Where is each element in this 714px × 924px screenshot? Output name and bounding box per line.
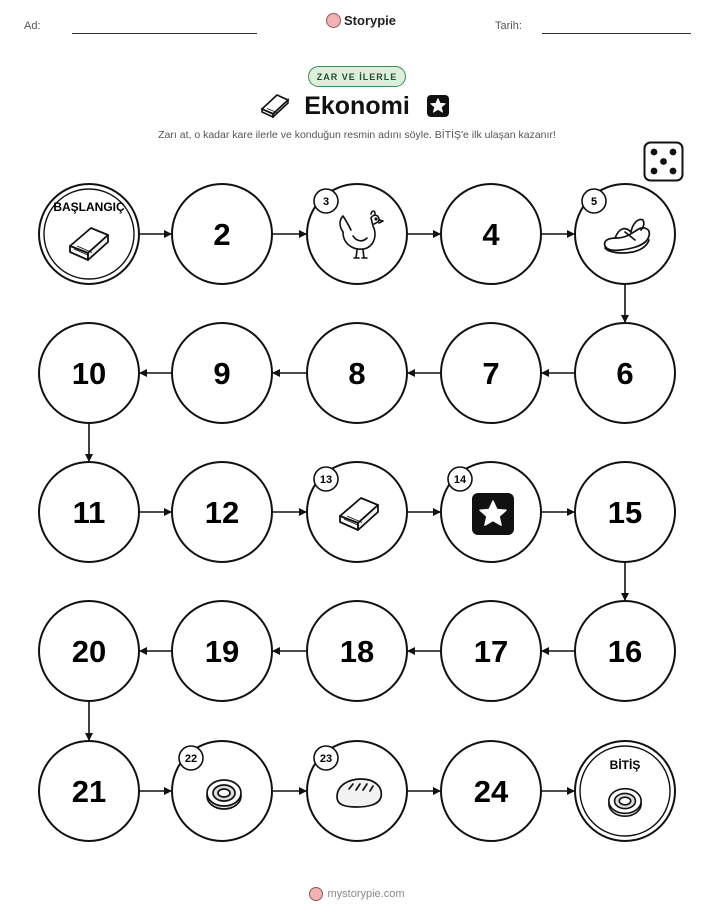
cell-number: 16 [607, 634, 643, 669]
cell-number: 5 [590, 196, 598, 208]
cell-number: 4 [482, 217, 500, 252]
board-cell-7[interactable] [441, 323, 541, 423]
brand-name: Storypie [344, 13, 397, 28]
instructions: Zarı at, o kadar kare ilerle ve konduğun resmin adını söyle. BİTİŞ'e ilk ulaşan kazanır! [158, 129, 556, 141]
board-cell-9[interactable] [172, 323, 272, 423]
footer [0, 887, 714, 901]
board-cell-22[interactable] [172, 741, 272, 841]
board-cell-25[interactable] [575, 741, 675, 841]
board-cell-8[interactable] [307, 323, 407, 423]
cell-number: 18 [339, 634, 375, 669]
board-cell-5[interactable] [575, 184, 675, 284]
board-cell-14[interactable] [441, 462, 541, 562]
star-icon [472, 493, 514, 535]
board-cell-19[interactable] [172, 601, 272, 701]
board-cell-24[interactable] [441, 741, 541, 841]
start-label: BAŞLANGIÇ [53, 200, 125, 214]
board-cell-1[interactable] [39, 184, 139, 284]
cell-number: 12 [204, 495, 240, 530]
cell-number: 7 [482, 356, 500, 391]
board-cell-16[interactable] [575, 601, 675, 701]
board-cell-23[interactable] [307, 741, 407, 841]
cell-number: 9 [213, 356, 231, 391]
cell-number: 19 [204, 634, 240, 669]
pig-icon [309, 887, 323, 901]
cell-number: 10 [71, 356, 107, 391]
board-cell-20[interactable] [39, 601, 139, 701]
game-type-badge: ZAR VE İLERLE [308, 66, 406, 87]
board-cell-13[interactable] [307, 462, 407, 562]
cell-number: 3 [322, 196, 330, 208]
board-cell-17[interactable] [441, 601, 541, 701]
cell-number: 14 [453, 474, 467, 486]
page-title: Ekonomi [304, 92, 410, 120]
cell-number: 20 [71, 634, 107, 669]
cell-number: 11 [72, 495, 106, 530]
cell-number: 24 [473, 774, 509, 809]
board-cell-21[interactable] [39, 741, 139, 841]
board-cell-15[interactable] [575, 462, 675, 562]
board-cell-12[interactable] [172, 462, 272, 562]
cell-number: 8 [348, 356, 366, 391]
cell-number: 23 [319, 753, 333, 765]
date-label: Tarih: [495, 20, 522, 32]
bread-icon [337, 779, 381, 807]
cell-number: 13 [319, 474, 333, 486]
coin-icon [207, 780, 241, 809]
cell-number: 21 [71, 774, 107, 809]
cell-number: 2 [213, 217, 231, 252]
cell-number: 22 [184, 753, 198, 765]
board-cell-3[interactable] [307, 184, 407, 284]
name-label: Ad: [24, 20, 41, 32]
board-cell-10[interactable] [39, 323, 139, 423]
coin-icon [609, 789, 641, 817]
board-cell-18[interactable] [307, 601, 407, 701]
board-cell-6[interactable] [575, 323, 675, 423]
cell-number: 15 [607, 495, 643, 530]
board-cell-2[interactable] [172, 184, 272, 284]
board-cell-11[interactable] [39, 462, 139, 562]
board-cell-4[interactable] [441, 184, 541, 284]
footer-link[interactable]: mystorypie.com [327, 888, 405, 900]
cell-number: 6 [616, 356, 634, 391]
finish-label: BİTİŞ [609, 758, 641, 772]
cell-number: 17 [473, 634, 509, 669]
